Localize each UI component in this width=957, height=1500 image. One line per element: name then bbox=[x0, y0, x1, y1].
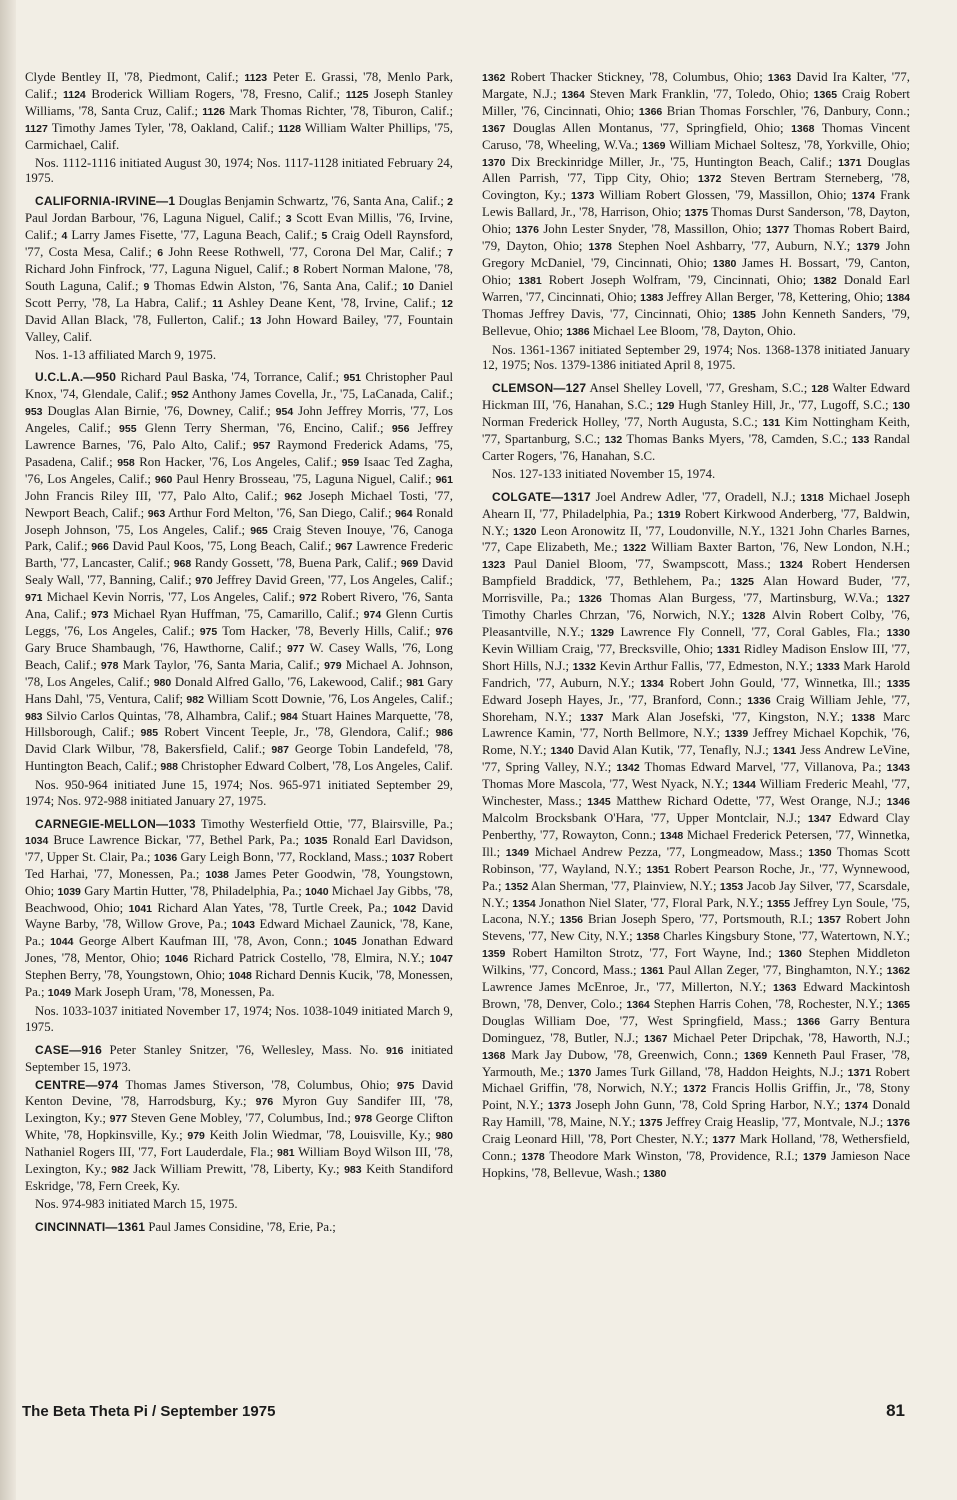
member-number: 1381 bbox=[518, 274, 542, 287]
member-number: 986 bbox=[435, 727, 453, 740]
member-number: 1354 bbox=[512, 897, 536, 910]
member-number: 1331 bbox=[716, 643, 741, 656]
footer-title: The Beta Theta Pi / September 1975 bbox=[22, 1403, 276, 1420]
member-number: 971 bbox=[25, 592, 43, 605]
member-number: 957 bbox=[252, 440, 271, 453]
member-number: 1377 bbox=[765, 224, 790, 237]
member-number: 1348 bbox=[659, 829, 684, 842]
member-number: 1364 bbox=[626, 998, 650, 1011]
initiation-note bbox=[25, 1197, 453, 1213]
member-number: 1349 bbox=[505, 846, 530, 859]
member-number: 958 bbox=[117, 456, 135, 469]
member-number: 1366 bbox=[638, 105, 663, 118]
member-number: 2 bbox=[447, 196, 453, 209]
member-number: 960 bbox=[154, 473, 173, 486]
member-number: 964 bbox=[395, 507, 413, 520]
member-number: 133 bbox=[851, 434, 870, 447]
member-number: 1368 bbox=[791, 122, 815, 135]
member-number: 1128 bbox=[278, 122, 301, 135]
member-number: 1040 bbox=[305, 885, 329, 898]
member-number: 1046 bbox=[164, 953, 189, 966]
member-number: 1340 bbox=[550, 745, 574, 758]
member-number: 1038 bbox=[205, 868, 229, 881]
member-number: 1374 bbox=[844, 1100, 868, 1113]
member-number: 1337 bbox=[580, 711, 604, 724]
member-number: 967 bbox=[335, 541, 353, 554]
member-number: 1369 bbox=[642, 139, 666, 152]
member-number: 1363 bbox=[773, 982, 797, 995]
member-number: 1361 bbox=[640, 965, 664, 978]
member-number: 981 bbox=[406, 676, 424, 689]
member-number: 1322 bbox=[622, 542, 647, 555]
member-number: 1328 bbox=[742, 610, 766, 623]
member-number: 954 bbox=[275, 406, 294, 419]
chapter-heading: CASE—916 bbox=[35, 1042, 102, 1057]
member-number: 969 bbox=[400, 558, 419, 571]
member-number: 1365 bbox=[886, 998, 910, 1011]
member-number: 1333 bbox=[816, 660, 840, 673]
member-number: 1371 bbox=[838, 156, 862, 169]
entry-text: Paul James Considine, '78, Erie, Pa.; bbox=[145, 1219, 336, 1234]
member-number: 1369 bbox=[743, 1049, 768, 1062]
member-number: 1374 bbox=[851, 190, 876, 203]
member-number: 1318 bbox=[800, 491, 824, 504]
chapter-heading: CALIFORNIA-IRVINE—1 bbox=[35, 194, 176, 209]
member-number: 985 bbox=[140, 727, 159, 740]
member-number: 980 bbox=[435, 1130, 453, 1143]
member-number: 1037 bbox=[391, 851, 415, 864]
member-number: 1352 bbox=[504, 880, 529, 893]
member-number: 1125 bbox=[345, 88, 369, 101]
entry-text: Nos. 1-13 affiliated March 9, 1975. bbox=[35, 347, 217, 362]
member-number: 976 bbox=[255, 1096, 274, 1109]
member-number: 973 bbox=[91, 609, 109, 622]
entry-text: Nos. 1033-1037 initiated November 17, 1974; Nos. 1038-1049 initiated March 9, 1975. bbox=[25, 1003, 453, 1034]
chapter-entry bbox=[25, 1078, 453, 1195]
entry-text: Nos. 974-983 initiated March 15, 1975. bbox=[35, 1196, 238, 1211]
member-number: 977 bbox=[286, 642, 305, 655]
chapter-heading: COLGATE—1317 bbox=[492, 489, 591, 504]
member-number: 979 bbox=[187, 1130, 205, 1143]
member-number: 1358 bbox=[636, 931, 660, 944]
member-number: 128 bbox=[811, 383, 829, 396]
member-number: 961 bbox=[435, 473, 453, 486]
continued-paragraph bbox=[25, 70, 453, 154]
chapter-entry bbox=[25, 1220, 453, 1236]
member-number: 1383 bbox=[640, 291, 664, 304]
member-number: 965 bbox=[250, 524, 268, 537]
member-number: 1049 bbox=[47, 987, 72, 1000]
member-number: 3 bbox=[285, 213, 292, 226]
initiation-note bbox=[25, 778, 453, 810]
chapter-heading: CENTRE—974 bbox=[35, 1077, 119, 1092]
member-number: 1370 bbox=[567, 1066, 592, 1079]
member-number: 988 bbox=[160, 761, 178, 774]
entry-text: 1362 Robert Thacker Stickney, '78, Columbus, Ohio; 1363 David Ira Kalter, '77, Margate, N.J.; 1364 Steven Mark Franklin, '77, Toledo, Ohio; 1365 Craig Robert Miller, '76, Cincinnati, Ohio; 1366 Brian Thomas Forschler, '76, Danbury, Conn.; 1367 Douglas Allen Montanus, '77, Springfield, Ohio; 1368 Thomas Vincent Caruso, '78, Wheeling, W.Va.; 1369 William Michael Soltesz, '78, Yorkville, Ohio; 1370 Dix Breckinridge Miller, Jr., '75, Huntington Beach, Calif.; 1371 Douglas Allen Parrish, '77, Tipp City, Ohio; 1372 Steven Bertram Sterneberg, '78, Covington, Ky.; 1373 William Robert Glossen, '79, Massillon, Ohio; 1374 Frank Lewis Ballard, Jr., '78, Harrison, Ohio; 1375 Thomas Durst Sanderson, '78, Dayton, Ohio; 1376 John Lester Snyder, '78, Massillon, Ohio; 1377 Thomas Robert Baird, '79, Dayton, Ohio; 1378 Stephen Noel Ashbarry, '77, Auburn, N.Y.; 1379 John Gregory McDaniel, '79, Cincinnati, Ohio; 1380 James H. Bossart, '79, Canton, Ohio; 1381 Robert Joseph Wolfram, '79, Cincinnati, Ohio; 1382 Donald Earl Warren, '77, Cincinnati, Ohio; 1383 Jeffrey Allan Berger, '78, Kettering, Ohio; 1384 Thomas Jeffrey Davis, '77, Cincinnati, Ohio; 1385 John Kenneth Sanders, '79, Bellevue, Ohio; 1386 Michael Lee Bloom, '78, Dayton, Ohio. bbox=[482, 70, 910, 338]
member-number: 1366 bbox=[796, 1015, 821, 1028]
member-number: 8 bbox=[293, 263, 299, 276]
binding-shadow bbox=[0, 0, 16, 1500]
member-number: 1378 bbox=[588, 241, 612, 254]
member-number: 130 bbox=[892, 400, 910, 413]
chapter-heading: CLEMSON—127 bbox=[492, 381, 587, 396]
member-number: 1356 bbox=[559, 914, 584, 927]
member-number: 1347 bbox=[807, 812, 832, 825]
member-number: 951 bbox=[343, 372, 362, 385]
member-number: 1373 bbox=[571, 190, 595, 203]
member-number: 963 bbox=[147, 507, 166, 520]
member-number: 1370 bbox=[482, 156, 506, 169]
chapter-entry bbox=[25, 194, 453, 345]
entry-text: Nos. 950-964 initiated June 15, 1974; Nos. 965-971 initiated September 29, 1974; Nos. 972-988 initiated January 27, 1975. bbox=[25, 778, 453, 809]
member-number: 1320 bbox=[513, 525, 537, 538]
member-number: 955 bbox=[119, 423, 137, 436]
member-number: 1367 bbox=[482, 122, 506, 135]
member-number: 975 bbox=[396, 1079, 415, 1092]
member-number: 1034 bbox=[25, 834, 49, 847]
member-number: 1372 bbox=[698, 173, 722, 186]
member-number: 916 bbox=[385, 1044, 404, 1057]
member-number: 1039 bbox=[57, 885, 81, 898]
member-number: 1379 bbox=[802, 1151, 827, 1164]
entry-text: Thomas James Stiverson, '78, Columbus, Ohio; 975 David Kenton Devine, '78, Harrodsburg, Ky.; 976 Myron Guy Sandifer III, '78, Lexington, Ky.; 977 Steven Gene Mobley, '77, Columbus, Ind.; 978 George Clifton White, '78, Hopkinsville, Ky.; 979 Keith Jolin Wiedmar, '78, Louisville, Ky.; 980 Nathaniel Rogers III, '77, Fort Lauderdale, Fla.; 981 William Boyd Wilson III, '78, Lexington, Ky.; 982 Jack William Prewitt, '78, Liberty, Ky.; 983 Keith Standiford Eskridge, '78, Fern Creek, Ky. bbox=[25, 1077, 453, 1193]
chapter-entry bbox=[25, 370, 453, 776]
member-number: 1368 bbox=[482, 1049, 506, 1062]
member-number: 983 bbox=[25, 710, 43, 723]
member-number: 978 bbox=[100, 659, 119, 672]
member-number: 975 bbox=[199, 626, 218, 638]
member-number: 1036 bbox=[153, 851, 178, 864]
member-number: 956 bbox=[391, 423, 410, 436]
member-number: 1343 bbox=[886, 762, 910, 775]
member-number: 1319 bbox=[657, 508, 681, 521]
initiation-note bbox=[482, 467, 910, 483]
member-number: 1339 bbox=[724, 728, 749, 741]
continued-paragraph bbox=[482, 70, 910, 341]
member-number: 982 bbox=[111, 1164, 129, 1177]
entry-text: Nos. 127-133 initiated November 15, 1974. bbox=[492, 466, 716, 481]
member-number: 1362 bbox=[886, 965, 910, 978]
member-number: 968 bbox=[173, 558, 192, 571]
chapter-entry bbox=[482, 381, 910, 465]
member-number: 1375 bbox=[639, 1117, 663, 1130]
member-number: 1384 bbox=[886, 291, 910, 304]
member-number: 1365 bbox=[813, 88, 838, 101]
member-number: 1372 bbox=[683, 1083, 707, 1096]
member-number: 1382 bbox=[813, 274, 837, 287]
member-number: 1334 bbox=[640, 677, 664, 690]
member-number: 1048 bbox=[228, 970, 252, 983]
member-number: 7 bbox=[447, 247, 453, 260]
entry-text: Nos. 1361-1367 initiated September 29, 1974; Nos. 1368-1378 initiated January 12, 1975; Nos. 1379-1386 initiated April 8, 1975. bbox=[482, 342, 910, 373]
member-number: 1376 bbox=[515, 224, 539, 237]
member-number: 1332 bbox=[572, 660, 596, 673]
member-number: 1327 bbox=[886, 593, 910, 606]
member-number: 953 bbox=[25, 406, 43, 419]
member-number: 1386 bbox=[566, 325, 590, 338]
member-number: 129 bbox=[656, 400, 675, 413]
member-number: 1353 bbox=[719, 880, 744, 893]
member-number: 980 bbox=[153, 676, 172, 689]
member-number: 972 bbox=[299, 592, 317, 605]
chapter-heading: CINCINNATI—1361 bbox=[35, 1219, 146, 1234]
member-number: 1044 bbox=[50, 936, 74, 949]
member-number: 131 bbox=[762, 417, 781, 430]
member-number: 979 bbox=[324, 659, 342, 672]
member-number: 1375 bbox=[684, 207, 709, 220]
page-number: 81 bbox=[886, 1401, 905, 1420]
member-number: 976 bbox=[435, 626, 453, 638]
entry-text: Nos. 1112-1116 initiated August 30, 1974; Nos. 1117-1128 initiated February 24, 1975. bbox=[25, 155, 453, 186]
member-number: 1035 bbox=[304, 834, 328, 847]
member-number: 982 bbox=[186, 693, 204, 706]
member-number: 1379 bbox=[856, 241, 880, 254]
member-number: 1126 bbox=[202, 105, 225, 118]
chapter-heading: U.C.L.A.—950 bbox=[35, 370, 117, 385]
member-number: 1351 bbox=[646, 863, 670, 876]
right-column bbox=[482, 70, 910, 1370]
entry-text: Richard Paul Baska, '74, Torrance, Calif.; 951 Christopher Paul Knox, '74, Glendale, Calif.; 952 Anthony James Covella, Jr., '75, LaCanada, Calif.; 953 Douglas Alan Birnie, '76, Downey, Calif.; 954 John Jeffrey Morris, '77, Los Angeles, Calif.; 955 Glenn Terry Sherman, '76, Encino, Calif.; 956 Jeffrey Lawrence Barnes, '76, Palo Alto, Calif.; 957 Raymond Frederick Adams, '75, Pasadena, Calif.; 958 Ron Hacker, '76, Los Angeles, Calif.; 959 Isaac Ted Zagha, '76, Los Angeles, Calif.; 960 Paul Henry Brosseau, '75, Laguna Niguel, Calif.; 961 John Francis Riley III, '77, Palo Alto, Calif.; 962 Joseph Michael Tosti, '77, Newport Beach, Calif.; 963 Arthur Ford Melton, '76, San Diego, Calif.; 964 Ronald Joseph Johnson, '75, Los Angeles, Calif.; 965 Craig Steven Inouye, '76, Canoga Park, Calif.; 966 David Paul Koos, '75, Long Beach, Calif.; 967 Lawrence Frederic Barth, '77, Lancaster, Calif.; 968 Randy Gossett, '78, Buena Park, Calif.; 969 David Sealy Wall, '77, Banning, Calif.; 970 Jeffrey David Green, '77, Los Angeles, Calif.; 971 Michael Kevin Norris, '77, Los Angeles, Calif.; 972 Robert Rivero, '76, Santa Ana, Calif.; 973 Michael Ryan Huffman, '75, Camarillo, Calif.; 974 Glenn Curtis Leggs, '76, Los Angeles, Calif.; 975 Tom Hacker, '78, Beverly Hills, Calif.; 976 Gary Bruce Shambaugh, '76, Hawthorne, Calif.; 977 W. Casey Walls, '76, Long Beach, Calif.; 978 Mark Taylor, '76, Santa Maria, Calif.; 979 Michael A. Johnson, '78, Los Angeles, Calif.; 980 Donald Alfred Gallo, '76, Lakewood, Calif.; 981 Gary Hans Dahl, '75, Ventura, Calif; 982 William Scott Downie, '76, Los Angeles, Calif.; 983 Silvio Carlos Quintas, '78, Alhambra, Calif.; 984 Stuart Haines Marquette, '78, Hillsborough, Calif.; 985 Robert Vincent Teeple, Jr., '78, Glendora, Calif.; 986 David Clark Wilbur, '78, Bakersfield, Calif.; 987 George Tobin Landefeld, '78, Huntington Beach, Calif.; 988 Christopher Edward Colbert, '78, Los Angeles, Calif. bbox=[25, 370, 453, 774]
member-number: 966 bbox=[91, 541, 109, 554]
member-number: 13 bbox=[249, 314, 262, 327]
member-number: 1385 bbox=[732, 308, 756, 321]
member-number: 1355 bbox=[766, 897, 791, 910]
member-number: 1045 bbox=[333, 936, 357, 949]
member-number: 1325 bbox=[730, 576, 754, 589]
member-number: 1357 bbox=[817, 914, 841, 927]
member-number: 981 bbox=[277, 1147, 295, 1160]
member-number: 1336 bbox=[747, 694, 771, 707]
member-number: 9 bbox=[143, 280, 150, 293]
initiation-note bbox=[482, 343, 910, 375]
initiation-note bbox=[25, 348, 453, 364]
member-number: 1043 bbox=[231, 919, 256, 932]
member-number: 1123 bbox=[244, 72, 268, 84]
member-number: 1326 bbox=[578, 593, 602, 606]
member-number: 952 bbox=[171, 389, 189, 402]
entry-text: Joel Andrew Adler, '77, Oradell, N.J.; 1318 Michael Joseph Ahearn II, '77, Philadelphia, Pa.; 1319 Robert Kirkwood Anderberg, '77, Baldwin, N.Y.; 1320 Leon Aronowitz II, '77, Loudonville, N.Y., 1321 John Charles Barnes, '77, Cape Elizabeth, Me.; 1322 William Baxter Barton, '76, New London, N.H.; 1323 Paul Daniel Bloom, '77, Swampscott, Mass.; 1324 Robert Hendersen Bampfield Braddick, '77, Bethlehem, Pa.; 1325 Alan Howard Buder, '77, Morrisville, Pa.; 1326 Thomas Alan Burgess, '77, Martinsburg, W.Va.; 1327 Timothy Charles Chrzan, '76, Norwich, N.Y.; 1328 Alvin Robert Colby, '76, Pleasantville, N.Y.; 1329 Lawrence Fly Connell, '77, Coral Gables, Fla.; 1330 Kevin William Craig, '77, Brecksville, Ohio; 1331 Ridley Madison Enslow III, '77, Short Hills, N.J.; 1332 Kevin Arthur Fallis, '77, Edmeston, N.Y.; 1333 Mark Harold Fandrich, '77, Auburn, N.Y.; 1334 Robert John Gould, '77, Winnetka, Ill.; 1335 Edward Joseph Hayes, Jr., '77, Branford, Conn.; 1336 Craig William Jehle, '77, Shoreham, N.Y.; 1337 Mark Alan Josefski, '77, Kingston, N.Y.; 1338 Marc Lawrence Kamin, '77, North Bellmore, N.Y.; 1339 Jeffrey Michael Kopchik, '76, Rome, N.Y.; 1340 David Alan Kutik, '77, Tenafly, N.J.; 1341 Jess Andrew LeVine, '77, Spring Valley, N.Y.; 1342 Thomas Edward Marvel, '77, Villanova, Pa.; 1343 Thomas More Mascola, '77, West Nyack, N.Y.; 1344 William Frederic Meahl, '77, Winchester, Mass.; 1345 Matthew Richard Odette, '77, West Orange, N.J.; 1346 Malcolm Brocksbank O'Hara, '77, Upper Montclair, N.J.; 1347 Edward Clay Penberthy, '77, Rowayton, Conn.; 1348 Michael Frederick Petersen, '77, Winnetka, Ill.; 1349 Michael Andrew Pezza, '77, Longmeadow, Mass.; 1350 Thomas Scott Robinson, '77, Wayland, N.Y.; 1351 Robert Pearson Roche, Jr., '77, Wynnewood, Pa.; 1352 Alan Sherman, '77, Plainview, N.Y.; 1353 Jacob Jay Silver, '77, Scarsdale, N.Y.; 1354 Jonathon Niel Slater, '77, Floral Park, N.Y.; 1355 Jeffrey Lyn Soule, '75, Lacona, N.Y.; 1356 Brian Joseph Spero, '77, Portsmouth, R.I.; 1357 Robert John Stevens, '77, New City, N.Y.; 1358 Charles Kingsbury Stone, '77, Watertown, N.Y.; 1359 Robert Hamilton Strotz, '77, Fort Wayne, Ind.; 1360 Stephen Middleton Wilkins, '77, Concord, Mass.; 1361 Paul Allan Zeger, '77, Binghamton, N.Y.; 1362 Lawrence James McEnroe, Jr., '77, Millerton, N.Y.; 1363 Edward Mackintosh Brown, '78, Denver, Colo.; 1364 Stephen Harris Cohen, '78, Rochester, N.Y.; 1365 Douglas William Doe, '77, West Springfield, Mass.; 1366 Garry Bentura Dominguez, '78, Butler, N.J.; 1367 Michael Peter Dripchak, '78, Haworth, N.J.; 1368 Mark Jay Dubow, '78, Greenwich, Conn.; 1369 Kenneth Paul Fraser, '78, Yarmouth, Me.; 1370 James Turk Gilland, '78, Haddon Heights, N.J.; 1371 Robert Michael Griffin, '78, Norwich, N.Y.; 1372 Francis Hollis Griffin, Jr., '78, Stony Point, N.Y.; 1373 Joseph John Gunn, '78, Cold Spring Harbor, N.Y.; 1374 Donald Ray Hamill, '78, Maine, N.Y.; 1375 Jeffrey Craig Heaslip, '77, Montvale, N.J.; 1376 Craig Leonard Hill, '78, Port Chester, N.Y.; 1377 Mark Holland, '78, Wethersfield, Conn.; 1378 Theodore Mark Winston, '78, Providence, R.I.; 1379 Jamieson Nace Hopkins, '78, Bellevue, Wash.; 1380 bbox=[482, 489, 910, 1180]
member-number: 1329 bbox=[590, 627, 614, 639]
member-number: 1344 bbox=[732, 779, 756, 792]
member-number: 1342 bbox=[616, 762, 640, 775]
member-number: 1380 bbox=[643, 1168, 667, 1180]
chapter-entry bbox=[25, 1043, 453, 1076]
initiation-note bbox=[25, 156, 453, 188]
member-number: 1362 bbox=[482, 72, 506, 84]
member-number: 1124 bbox=[62, 88, 86, 101]
left-column bbox=[25, 70, 453, 1370]
member-number: 1047 bbox=[429, 953, 453, 966]
member-number: 11 bbox=[212, 297, 224, 310]
member-number: 1345 bbox=[587, 796, 611, 809]
member-number: 1360 bbox=[778, 948, 802, 961]
member-number: 1330 bbox=[886, 627, 910, 639]
member-number: 978 bbox=[354, 1113, 373, 1126]
member-number: 984 bbox=[280, 710, 298, 723]
member-number: 987 bbox=[271, 744, 289, 757]
member-number: 1367 bbox=[644, 1032, 668, 1045]
member-number: 12 bbox=[441, 297, 453, 310]
entry-text: Timothy Westerfield Ottie, '77, Blairsville, Pa.; 1034 Bruce Lawrence Bickar, '77, Bethel Park, Pa.; 1035 Ronald Earl Davidson, '77, Upper St. Clair, Pa.; 1036 Gary Leigh Bonn, '77, Rockland, Mass.; 1037 Robert Ted Harhai, '77, Monessen, Pa.; 1038 James Peter Goodwin, '78, Youngstown, Ohio; 1039 Gary Martin Hutter, '78, Philadelphia, Pa.; 1040 Michael Jay Gibbs, '78, Beachwood, Ohio; 1041 Richard Alan Yates, '78, Turtle Creek, Pa.; 1042 David Wayne Barby, '78, Willow Grove, Pa.; 1043 Edward Michael Zaunick, '78, Kane, Pa.; 1044 George Albert Kaufman III, '78, Avon, Conn.; 1045 Jonathan Edward Jones, '78, Mentor, Ohio; 1046 Richard Patrick Costello, '78, Elmira, N.Y.; 1047 Stephen Berry, '78, Youngstown, Ohio; 1048 Richard Dennis Kucik, '78, Monessen, Pa.; 1049 Mark Joseph Uram, '78, Monessen, Pa. bbox=[25, 816, 453, 1000]
member-number: 1324 bbox=[779, 559, 803, 572]
member-number: 1350 bbox=[808, 846, 832, 859]
member-number: 1346 bbox=[886, 796, 910, 809]
entry-text: Douglas Benjamin Schwartz, '76, Santa Ana, Calif.; 2 Paul Jordan Barbour, '76, Laguna Niguel, Calif.; 3 Scott Evan Millis, '76, Irvine, Calif.; 4 Larry James Fisette, '77, Laguna Beach, Calif.; 5 Craig Odell Raynsford, '77, Costa Mesa, Calif.; 6 John Reese Rothwell, '77, Corona Del Mar, Calif.; 7 Richard John Finfrock, '77, Laguna Niguel, Calif.; 8 Robert Norman Malone, '78, South Laguna, Calif.; 9 Thomas Edwin Alston, '76, Santa Ana, Calif.; 10 Daniel Scott Perry, '78, La Habra, Calif.; 11 Ashley Deane Kent, '78, Irvine, Calif.; 12 David Allan Black, '78, Fullerton, Calif.; 13 John Howard Bailey, '77, Fountain Valley, Calif. bbox=[25, 194, 453, 344]
member-number: 962 bbox=[284, 490, 302, 503]
member-number: 1127 bbox=[25, 122, 48, 135]
entry-text: Ansel Shelley Lovell, '77, Gresham, S.C.; 128 Walter Edward Hickman III, '76, Hanahan, S.C.; 129 Hugh Stanley Hill, Jr., '77, Lugoff, S.C.; 130 Norman Frederick Holley, '77, North Augusta, S.C.; 131 Kim Nottingham Keith, '77, Spartanburg, S.C.; 132 Thomas Banks Myers, '78, Camden, S.C.; 133 Randal Carter Rogers, '76, Hanahan, S.C. bbox=[482, 381, 910, 463]
member-number: 1371 bbox=[847, 1066, 871, 1079]
chapter-heading: CARNEGIE-MELLON—1033 bbox=[35, 816, 196, 831]
initiation-note bbox=[25, 1004, 453, 1036]
member-number: 1363 bbox=[767, 72, 792, 84]
chapter-entry bbox=[25, 817, 453, 1002]
member-number: 1335 bbox=[886, 677, 910, 690]
member-number: 1377 bbox=[712, 1134, 736, 1147]
member-number: 1341 bbox=[772, 745, 797, 758]
member-number: 1359 bbox=[482, 948, 506, 961]
member-number: 977 bbox=[109, 1113, 128, 1126]
member-number: 132 bbox=[604, 434, 623, 447]
member-number: 6 bbox=[157, 247, 164, 260]
member-number: 5 bbox=[321, 230, 328, 243]
entry-text: Peter Stanley Snitzer, '76, Wellesley, Mass. No. 916 initiated September 15, 1973. bbox=[25, 1042, 453, 1074]
member-number: 959 bbox=[341, 456, 360, 469]
member-number: 1364 bbox=[561, 88, 585, 101]
member-number: 4 bbox=[61, 230, 68, 243]
member-number: 1042 bbox=[392, 902, 417, 915]
member-number: 1041 bbox=[128, 902, 152, 915]
member-number: 1323 bbox=[482, 559, 506, 572]
member-number: 10 bbox=[402, 280, 414, 293]
member-number: 970 bbox=[195, 575, 213, 588]
member-number: 983 bbox=[344, 1164, 362, 1177]
entry-text: Clyde Bentley II, '78, Piedmont, Calif.; 1123 Peter E. Grassi, '78, Menlo Park, Calif.; 1124 Broderick William Rogers, '78, Fresno, Calif.; 1125 Joseph Stanley Williams, '78, Santa Cruz, Calif.; 1126 Mark Thomas Richter, '78, Tiburon, Calif.; 1127 Timothy James Tyler, '78, Oakland, Calif.; 1128 William Walter Phillips, '75, Carmichael, Calif. bbox=[25, 70, 453, 152]
member-number: 974 bbox=[363, 609, 382, 622]
chapter-entry bbox=[482, 490, 910, 1183]
member-number: 1373 bbox=[547, 1100, 572, 1113]
member-number: 1380 bbox=[712, 257, 737, 270]
member-number: 1338 bbox=[851, 711, 875, 724]
member-number: 1376 bbox=[886, 1117, 910, 1130]
member-number: 1378 bbox=[521, 1151, 545, 1164]
